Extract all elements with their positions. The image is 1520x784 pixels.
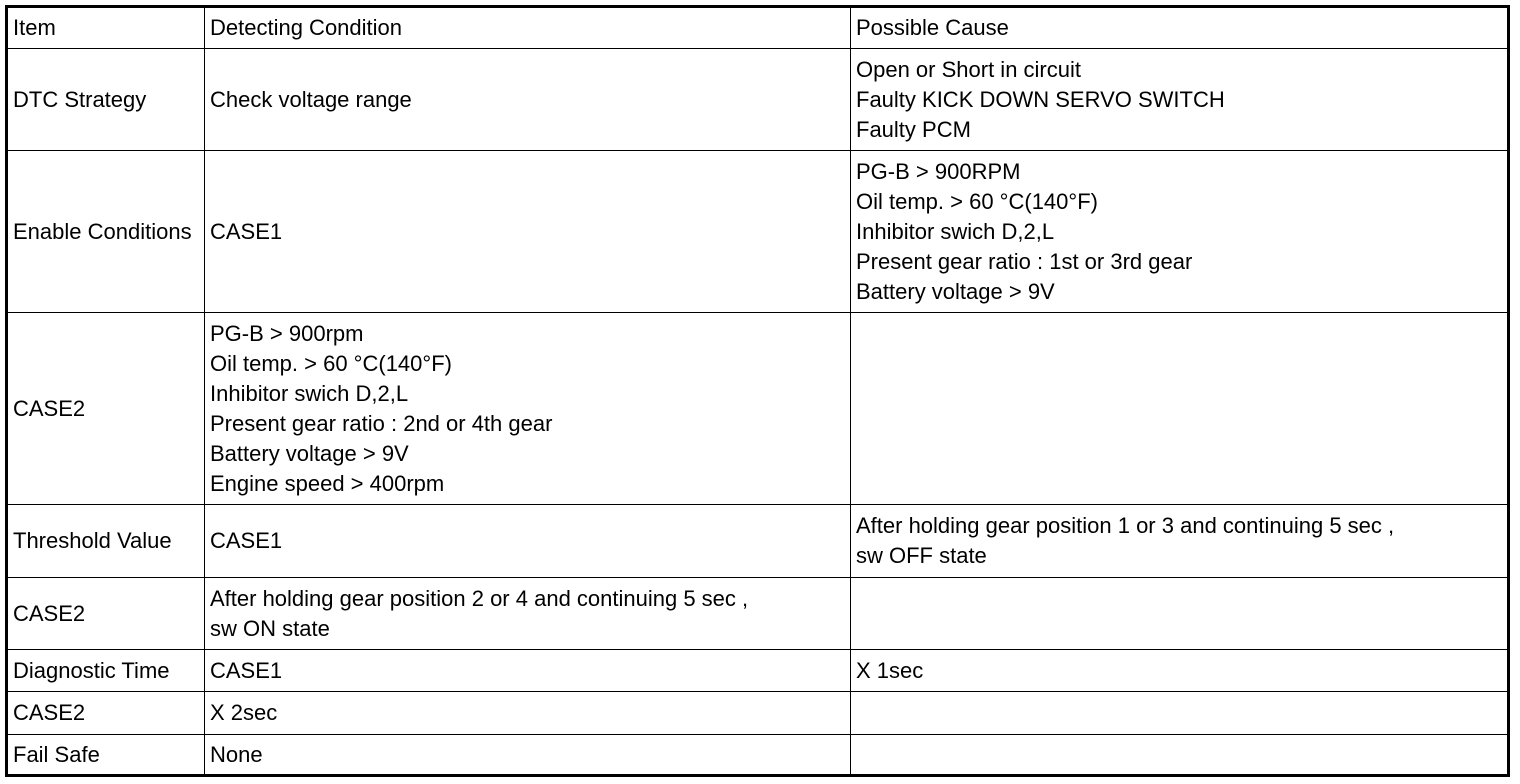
table-row xyxy=(7,505,1509,578)
table-row xyxy=(7,151,1509,313)
condition-cell: CASE1 xyxy=(205,505,851,578)
dtc-diagnostic-table xyxy=(5,5,1510,777)
cause-cell xyxy=(851,313,1509,505)
item-cell: Enable Conditions xyxy=(7,151,205,313)
table-row xyxy=(7,578,1509,650)
cause-line: Present gear ratio : 1st or 3rd gear xyxy=(856,248,1193,274)
condition-cell: CASE1 xyxy=(205,650,851,692)
item-cell: Fail Safe xyxy=(7,735,205,776)
table-header-row xyxy=(7,7,1509,49)
item-cell: Diagnostic Time xyxy=(7,650,205,692)
condition-cell: Check voltage range xyxy=(205,49,851,151)
condition-cell: X 2sec xyxy=(205,692,851,735)
cause-line: PG-B > 900RPM xyxy=(856,158,1021,184)
table-row xyxy=(7,49,1509,151)
item-cell: CASE2 xyxy=(7,313,205,505)
item-cell: DTC Strategy xyxy=(7,49,205,151)
cause-cell xyxy=(851,735,1509,776)
condition-cell xyxy=(205,313,851,505)
item-cell: Threshold Value xyxy=(7,505,205,578)
condition-line: Battery voltage > 9V xyxy=(210,440,409,466)
table-row xyxy=(7,313,1509,505)
condition-line: Oil temp. > 60 °C(140°F) xyxy=(210,350,452,376)
item-cell: CASE2 xyxy=(7,692,205,735)
cause-line: After holding gear position 1 or 3 and continuing 5 sec , xyxy=(856,513,1395,538)
condition-line: Inhibitor swich D,2,L xyxy=(210,380,409,406)
condition-line: Engine speed > 400rpm xyxy=(210,470,445,496)
cause-cell xyxy=(851,692,1509,735)
cause-cell xyxy=(851,578,1509,650)
condition-line: Present gear ratio : 2nd or 4th gear xyxy=(210,410,553,436)
condition-cell xyxy=(205,578,851,650)
table-row xyxy=(7,650,1509,692)
cause-cell xyxy=(851,151,1509,313)
header-item: Item xyxy=(7,7,205,49)
condition-cell: None xyxy=(205,735,851,776)
cause-line: Battery voltage > 9V xyxy=(856,278,1055,304)
table-row xyxy=(7,735,1509,776)
cause-line: sw OFF state xyxy=(856,543,987,568)
table-row xyxy=(7,692,1509,735)
cause-line: Oil temp. > 60 °C(140°F) xyxy=(856,188,1098,214)
cause-cell xyxy=(851,505,1509,578)
cause-line: Faulty KICK DOWN SERVO SWITCH xyxy=(856,86,1225,112)
condition-line: PG-B > 900rpm xyxy=(210,320,364,346)
item-cell: CASE2 xyxy=(7,578,205,650)
header-detecting-condition: Detecting Condition xyxy=(205,7,851,49)
header-possible-cause: Possible Cause xyxy=(851,7,1509,49)
cause-line: Faulty PCM xyxy=(856,116,971,142)
condition-cell: CASE1 xyxy=(205,151,851,313)
cause-cell: X 1sec xyxy=(851,650,1509,692)
cause-line: Inhibitor swich D,2,L xyxy=(856,218,1055,244)
cause-cell xyxy=(851,49,1509,151)
condition-line: After holding gear position 2 or 4 and continuing 5 sec , xyxy=(210,585,749,611)
condition-line: sw ON state xyxy=(210,615,330,641)
cause-line: Open or Short in circuit xyxy=(856,56,1081,82)
